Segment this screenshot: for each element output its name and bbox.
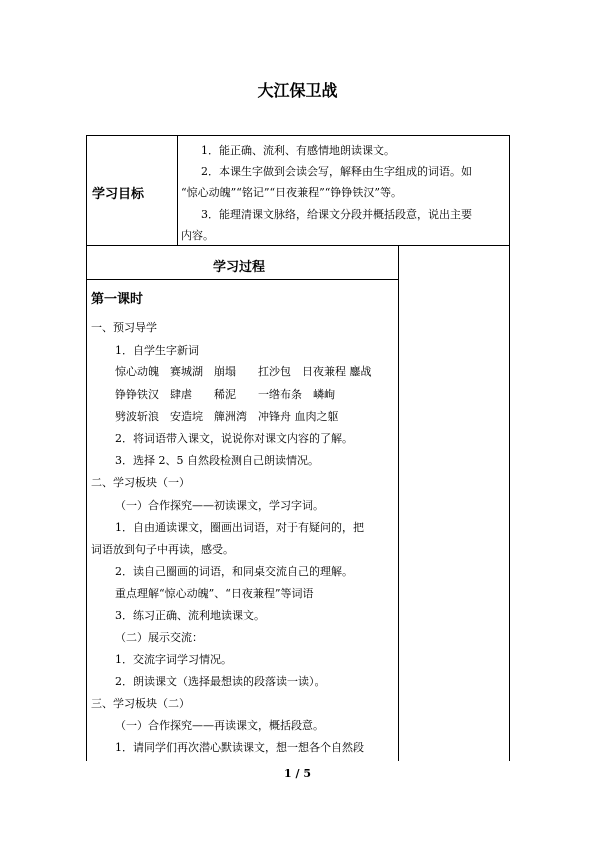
content-line: （一）合作探究——再读课文，概括段意。 bbox=[115, 719, 324, 732]
lesson-title: 第一课时 bbox=[91, 292, 144, 307]
goals-divider bbox=[177, 135, 178, 245]
content-line: 2．将词语带入课文，说说你对课文内容的了解。 bbox=[115, 432, 353, 445]
content-line: 1．自由通读课文，圈画出词语，对于有疑问的，把 bbox=[115, 521, 364, 534]
lesson-plan-table bbox=[86, 135, 510, 761]
page-number: 1 / 5 bbox=[284, 767, 311, 780]
goal-line: 2．本课生字做到会读会写，解释由生字组成的词语。如 bbox=[201, 165, 472, 178]
goal-line: “惊心动魄”“铭记”“日夜兼程”“铮铮铁汉”等。 bbox=[181, 186, 402, 199]
content-line: 2．朗读课文（选择最想读的段落读一读）。 bbox=[115, 675, 326, 688]
process-header-border bbox=[86, 279, 398, 280]
content-line: 1．自学生字新词 bbox=[115, 344, 199, 357]
process-label: 学习过程 bbox=[213, 260, 266, 275]
content-line: 劈波斩浪 安造垸 簰洲湾 冲锋舟 血肉之躯 bbox=[115, 410, 339, 423]
content-line: （二）展示交流： bbox=[115, 631, 203, 644]
content-line: 3．练习正确、流利地读课文。 bbox=[115, 609, 265, 622]
content-line: 1．交流字词学习情况。 bbox=[115, 653, 232, 666]
content-line: 三、学习板块（二） bbox=[91, 697, 190, 710]
content-line: 词语放到句子中再读，感受。 bbox=[91, 543, 234, 556]
goals-bottom-border bbox=[86, 245, 510, 246]
document-title: 大江保卫战 bbox=[257, 81, 338, 100]
content-line: 二、学习板块（一） bbox=[91, 476, 190, 489]
content-line: 铮铮铁汉 肆虐 稀泥 一绺布条 嶙峋 bbox=[115, 388, 335, 401]
content-line: 2．读自己圈画的词语，和同桌交流自己的理解。 bbox=[115, 565, 353, 578]
goal-line: 3．能理清课文脉络，给课文分段并概括段意，说出主要 bbox=[201, 208, 472, 221]
content-line: （一）合作探究——初读课文，学习字词。 bbox=[115, 499, 324, 512]
content-line: 1．请同学们再次潜心默读课文，想一想各个自然段 bbox=[115, 741, 364, 754]
content-line: 3．选择 2、5 自然段检测自己朗读情况。 bbox=[115, 454, 319, 467]
goals-label: 学习目标 bbox=[92, 187, 145, 202]
notes-column-divider bbox=[398, 245, 399, 761]
content-line: 重点理解“惊心动魄”、“日夜兼程”等词语 bbox=[115, 587, 314, 600]
goal-line: 1．能正确、流利、有感情地朗读课文。 bbox=[201, 144, 395, 157]
content-line: 一、预习导学 bbox=[91, 321, 157, 334]
content-line: 惊心动魄 赛城湖 崩塌 扛沙包 日夜兼程 鏖战 bbox=[115, 365, 372, 378]
goal-line: 内容。 bbox=[181, 229, 214, 242]
